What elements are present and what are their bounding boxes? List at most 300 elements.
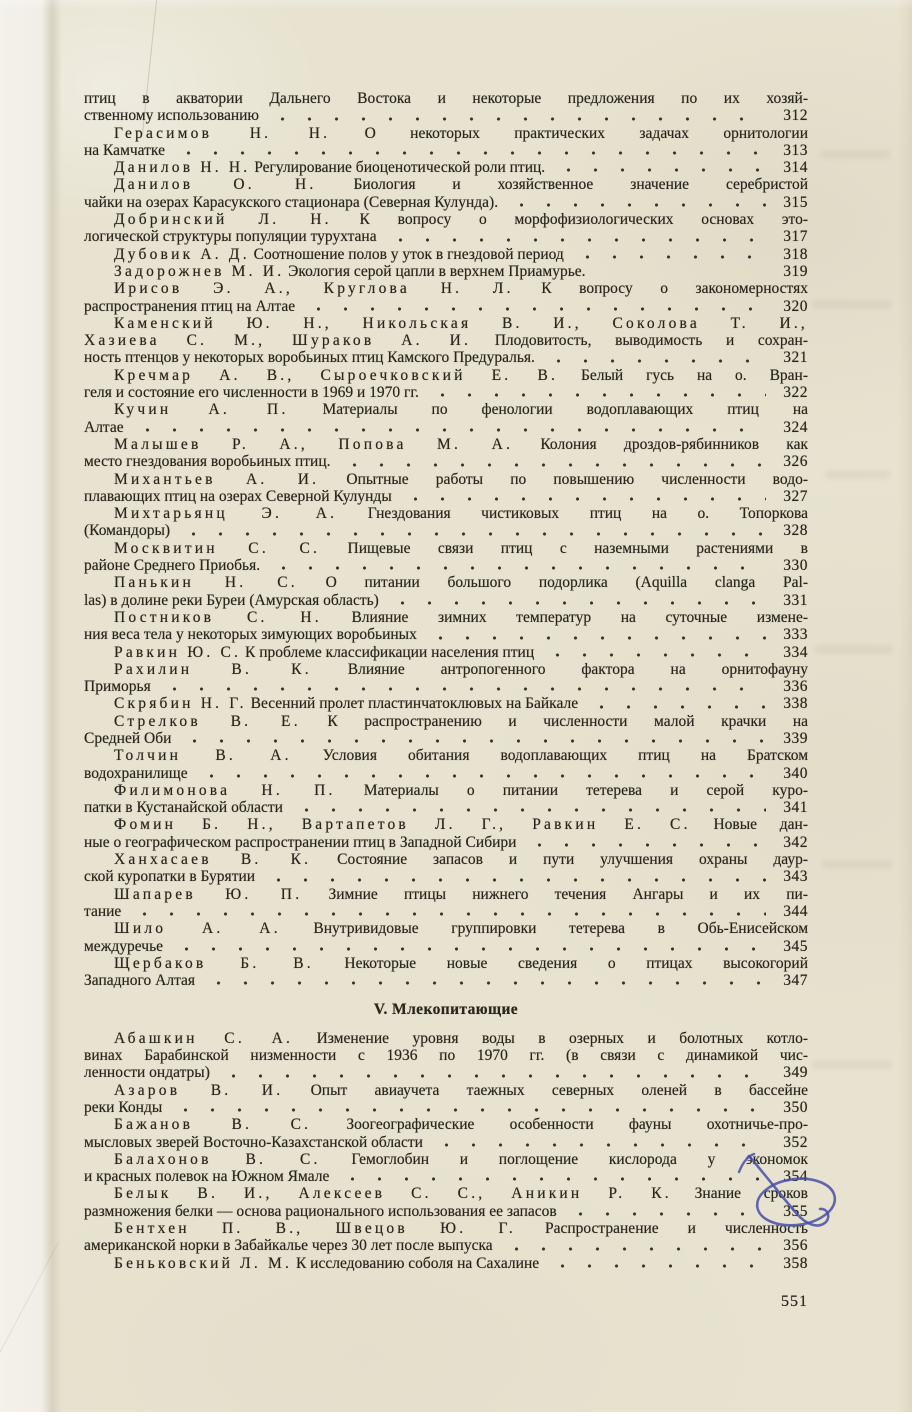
toc-entry	[84, 644, 808, 661]
toc-line-text	[84, 107, 259, 124]
dot-leader	[266, 557, 766, 574]
toc-line-text	[84, 1134, 423, 1151]
entry-author: Толчин В. А.	[114, 747, 292, 765]
page-number: 322	[783, 384, 808, 402]
entry-title: логической структуры популяции турухтана	[84, 228, 377, 246]
dot-leader	[177, 730, 766, 747]
toc-line	[84, 125, 808, 142]
toc-line	[84, 1237, 808, 1254]
toc-line	[84, 782, 808, 799]
entry-title: Пищевые связи птиц с наземными растениями в	[347, 539, 808, 557]
page-number: 327	[783, 487, 808, 505]
toc-line-text	[114, 540, 808, 557]
toc-entry	[84, 816, 808, 851]
entry-title: О некоторых практических задачах орнитологии	[364, 124, 809, 142]
toc-line	[84, 955, 808, 972]
toc-line	[84, 176, 808, 193]
toc-line-text	[114, 125, 808, 142]
entry-author: Хазиева С. М., Шураков А. И.	[84, 332, 472, 350]
toc-line-text	[84, 419, 124, 436]
entry-title: плавающих птиц на озерах Северной Кулунды	[84, 487, 392, 505]
page-number: 317	[783, 228, 808, 246]
page-number: 315	[783, 193, 808, 211]
toc-line	[84, 695, 808, 712]
entry-title: К вопросу о закономерностях	[541, 280, 808, 298]
toc-line	[84, 401, 808, 418]
toc-line-text	[114, 574, 808, 591]
toc-line	[84, 1064, 808, 1081]
entry-author: Белык В. И., Алексеев С. С., Аникин Р. К.	[114, 1185, 672, 1203]
toc-entry	[84, 471, 808, 506]
toc-line-text	[114, 436, 808, 453]
toc-line	[84, 522, 808, 539]
toc-line	[84, 298, 808, 315]
entry-author: Балахонов В. С.	[114, 1150, 321, 1168]
entry-author: Данилов О. Н.	[114, 176, 317, 194]
dot-leader	[425, 384, 766, 401]
toc-line	[84, 315, 808, 332]
entry-title: Зоогеографические особенности фауны охотничье-про-	[346, 1116, 808, 1134]
toc-line	[84, 1047, 808, 1064]
toc-line	[84, 574, 808, 591]
toc-entry	[84, 886, 808, 921]
toc-line	[84, 1082, 808, 1099]
page-number: 341	[783, 799, 808, 817]
entry-title: К вопросу о морфофизиологических основах это-	[359, 211, 808, 229]
entry-title: Плодовитость, выводимость и сохран-	[494, 332, 808, 350]
toc-entry	[84, 401, 808, 436]
page-number: 339	[783, 729, 808, 747]
toc-line-text	[114, 747, 808, 764]
dot-leader	[429, 1134, 766, 1151]
entry-title: Гемоглобин и поглощение кислорода у экономок	[351, 1150, 809, 1168]
page-number: 344	[783, 902, 808, 920]
toc-line-text	[114, 211, 808, 228]
toc-line	[84, 1203, 808, 1220]
entry-author: Бажанов В. С.	[114, 1116, 312, 1134]
entry-title: Гнездования чистиковых птиц на о. Топоркова	[367, 505, 809, 523]
entry-title: распространения птиц на Алтае	[84, 297, 296, 315]
toc-line	[84, 747, 808, 764]
entry-title: Средней Оби	[84, 729, 172, 747]
entry-title: и красных полевок на Южном Ямале	[84, 1168, 330, 1186]
page-number: 324	[783, 418, 808, 436]
entry-title: Алтае	[84, 418, 124, 436]
entry-title: Влияние антропогенного фактора на орнитофауну	[347, 660, 808, 678]
toc-line-text	[114, 782, 808, 799]
dot-leader	[504, 194, 766, 211]
entry-author: Кречмар А. В., Сыроечковский Е. В.	[114, 366, 559, 384]
toc-entry	[84, 713, 808, 748]
entry-author: Рахилин В. К.	[114, 660, 312, 678]
entry-title: Распространение и численность	[544, 1220, 808, 1237]
dot-leader	[563, 1203, 766, 1220]
toc-line	[84, 246, 808, 263]
entry-author: Москвитин С. С.	[114, 539, 321, 557]
dot-leader	[289, 799, 766, 816]
entry-author: Шапарев Ю. П.	[114, 885, 303, 903]
toc-line-text	[84, 1203, 557, 1220]
entry-title: las) в долине реки Буреи (Амурская область)	[84, 591, 379, 609]
bleed-through-artifact	[812, 1060, 892, 1069]
toc-line-text	[114, 1116, 808, 1133]
entry-title: Соотношение полов у уток в гнездовой период	[253, 245, 564, 263]
toc-line	[84, 349, 808, 366]
bleed-through-artifact	[822, 860, 892, 869]
bleed-through-artifact	[825, 470, 890, 479]
toc-line-text	[84, 228, 377, 245]
bleed-through-artifact	[812, 300, 892, 309]
dot-leader	[169, 938, 766, 955]
toc-line-text	[114, 1151, 808, 1168]
toc-entry	[84, 280, 808, 315]
toc-line	[84, 765, 808, 782]
toc-line-text	[84, 938, 163, 955]
entry-title: геля и состояние его численности в 1969 и 1970 гг.	[84, 384, 419, 402]
toc-line	[84, 661, 808, 678]
toc-line-text	[84, 834, 516, 851]
toc-entry	[84, 1255, 808, 1272]
toc-line	[84, 1151, 808, 1168]
toc-line-text	[84, 903, 121, 920]
entry-title: размножения белки — основа рационального использования ее запасов	[84, 1202, 557, 1220]
toc-line-text	[84, 1047, 808, 1064]
toc-line-text	[114, 263, 586, 280]
toc-entry	[84, 505, 808, 540]
toc-entry	[84, 574, 808, 609]
toc-entry	[84, 1082, 808, 1117]
toc-line	[84, 799, 808, 816]
page-number: 334	[783, 643, 808, 661]
toc-line	[84, 228, 808, 245]
toc-line-text	[84, 1064, 210, 1081]
toc-line	[84, 592, 808, 609]
toc-line	[84, 263, 808, 280]
toc-entry	[84, 540, 808, 575]
toc-entry	[84, 1151, 808, 1186]
entry-title: Изменение уровня воды в озерных и болотных котло-	[316, 1029, 808, 1047]
page-number: 355	[783, 1202, 808, 1220]
toc-line	[84, 1185, 808, 1202]
entry-author: Герасимов Н. Н.	[114, 124, 331, 142]
entry-title: винах Барабинской низменности с 1936 по 1970 гг. (в связи с динамикой чис-	[84, 1047, 808, 1065]
toc-line-text	[114, 816, 808, 833]
toc-line-text	[84, 298, 295, 315]
toc-line-text	[84, 384, 419, 401]
entry-title: Колония дроздов-рябинников как	[540, 435, 809, 453]
toc-line-text	[114, 367, 808, 384]
dot-leader	[157, 678, 766, 695]
toc-line-text	[114, 851, 808, 868]
toc-line	[84, 505, 808, 522]
entry-title: патки в Кустанайской области	[84, 799, 283, 817]
page-number: 354	[783, 1168, 808, 1186]
entry-author: Малышев Р. А., Попова М. А.	[114, 435, 514, 453]
entry-title: Новые дан-	[713, 816, 809, 834]
toc-line-text	[114, 661, 808, 678]
toc-line-text	[84, 488, 392, 505]
entry-author: Бентхен П. В., Швецов Ю. Г.	[114, 1220, 516, 1237]
entry-title: К проблеме классификации населения птиц	[244, 643, 535, 661]
toc-line	[84, 1134, 808, 1151]
entry-author: Михтарьянц Э. А.	[114, 505, 338, 523]
toc-line	[84, 938, 808, 955]
entry-title: чайки на озерах Карасукского стационара (Северная Кулунда).	[84, 193, 499, 211]
entry-title: К исследованию соболя на Сахалине	[295, 1254, 540, 1272]
entry-title: тание	[84, 902, 122, 920]
toc-entry	[84, 920, 808, 955]
page-number: 356	[783, 1237, 808, 1255]
toc-line	[84, 713, 808, 730]
toc-line-text	[114, 1220, 808, 1237]
toc-line-text	[114, 644, 534, 661]
dot-leader	[499, 1237, 766, 1254]
page-number: 350	[783, 1098, 808, 1116]
toc-line	[84, 488, 808, 505]
entry-title: место гнездования воробьиных птиц.	[84, 453, 331, 471]
toc-entry	[84, 436, 808, 471]
entry-title: Опытные работы по повышению численности водо-	[346, 470, 808, 488]
toc-line	[84, 471, 808, 488]
toc-line-text	[84, 349, 535, 366]
dot-leader	[592, 263, 766, 280]
dot-leader	[261, 868, 766, 885]
toc-line-text	[84, 765, 188, 782]
page-number: 333	[783, 626, 808, 644]
toc-line-text	[114, 713, 808, 730]
toc-line-text	[114, 315, 808, 332]
entry-author: Дубовик А. Д.	[114, 245, 250, 263]
toc-line	[84, 920, 808, 937]
dot-leader	[176, 522, 766, 539]
toc-line-text	[114, 695, 578, 712]
entry-title: К распространению и численности малой крачки на	[327, 712, 809, 730]
toc-line	[84, 142, 808, 159]
page-number: 313	[783, 141, 808, 159]
toc-line	[84, 903, 808, 920]
entry-title: ственному использованию	[84, 107, 260, 125]
toc-line-text	[114, 955, 808, 972]
toc-line-text	[114, 246, 564, 263]
dot-leader	[522, 834, 766, 851]
entry-author: Ирисов Э. А., Круглова Н. Л.	[114, 280, 514, 298]
toc-entry	[84, 955, 808, 990]
entry-title: реки Конды	[84, 1098, 163, 1116]
entry-title: ния веса тела у некоторых зимующих воробьиных	[84, 626, 417, 644]
entry-author: Добринский Л. Н.	[114, 211, 332, 229]
toc-entry	[84, 747, 808, 782]
page-number: 319	[783, 262, 808, 280]
toc-entry	[84, 263, 808, 280]
entry-title: на Камчатке	[84, 141, 165, 159]
toc-line-text	[84, 730, 171, 747]
toc-line-text	[84, 1168, 329, 1185]
entry-author: Щербаков Б. В.	[114, 954, 314, 972]
entry-title: Знание сроков	[694, 1185, 808, 1203]
entry-title: Западного Алтая	[84, 972, 196, 990]
toc-line	[84, 90, 808, 107]
entry-title: Опыт авиаучета таежных северных оленей в бассейне	[310, 1081, 809, 1099]
toc-line-text	[84, 142, 165, 159]
toc-line	[84, 1255, 808, 1272]
page-number: 358	[783, 1254, 808, 1272]
toc-line	[84, 159, 808, 176]
entry-author: Равкин Ю. С.	[114, 643, 242, 661]
dot-leader	[201, 972, 766, 989]
toc-line-text	[114, 505, 808, 522]
toc-line	[84, 367, 808, 384]
page-number: 318	[783, 245, 808, 263]
entry-title: междуречье	[84, 937, 164, 955]
toc-entry	[84, 1220, 808, 1255]
dot-leader	[168, 1099, 766, 1116]
dot-leader	[584, 695, 766, 712]
entry-title: ской куропатки в Бурятии	[84, 868, 256, 886]
entry-author: Ханхасаев В. К.	[114, 851, 312, 869]
bleed-through-artifact	[815, 645, 893, 654]
entry-title: Регулирование биоценотической роли птиц.	[254, 159, 546, 177]
toc-line	[84, 280, 808, 297]
entry-author: Азаров В. И.	[114, 1081, 284, 1099]
page-number: 340	[783, 764, 808, 782]
entry-title: Некоторые новые сведения о птицах высокогорий	[344, 954, 808, 972]
toc-line	[84, 609, 808, 626]
toc-entry	[84, 851, 808, 886]
entry-author: Панькин Н. С.	[114, 574, 298, 592]
entry-author: Стрелков В. Е.	[114, 712, 301, 730]
page-number: 336	[783, 678, 808, 696]
page-number: 314	[783, 159, 808, 177]
toc-entry	[84, 1116, 808, 1151]
toc-line-text	[114, 280, 808, 297]
entry-title: ность птенцов у некоторых воробьиных птиц Камского Предуралья.	[84, 349, 535, 367]
dot-leader	[194, 765, 766, 782]
toc-line-text	[114, 920, 808, 937]
page-number: 328	[783, 522, 808, 540]
toc-line	[84, 332, 808, 349]
toc-line-text	[84, 90, 808, 107]
dot-leader	[551, 159, 766, 176]
toc-line-text	[84, 868, 255, 885]
entry-author: Беньковский Л. М.	[114, 1254, 293, 1272]
toc-line-text	[84, 522, 170, 539]
page-number: 352	[783, 1133, 808, 1151]
entry-title: районе Среднего Приобья.	[84, 557, 261, 575]
toc-line	[84, 1099, 808, 1116]
entry-title: ные о географическом распространении птиц в Западной Сибири	[84, 833, 517, 851]
entry-author: Данилов Н. Н.	[114, 159, 251, 177]
entry-author: Шило А. А.	[114, 920, 281, 938]
toc-line-text	[84, 453, 331, 470]
toc-line-text	[84, 332, 808, 349]
toc-line	[84, 834, 808, 851]
toc-line-text	[114, 609, 808, 626]
toc-entry	[84, 125, 808, 160]
toc-line	[84, 886, 808, 903]
page-number: 320	[783, 297, 808, 315]
toc-line	[84, 868, 808, 885]
toc-line-text	[84, 1099, 162, 1116]
dot-leader	[540, 644, 766, 661]
toc-entry	[84, 367, 808, 402]
page-number: 342	[783, 833, 808, 851]
toc-line	[84, 194, 808, 211]
page-number: 330	[783, 557, 808, 575]
toc-line-text	[84, 799, 283, 816]
dot-leader	[216, 1064, 766, 1081]
toc-entry	[84, 695, 808, 712]
section-header: V. Млекопитающие	[373, 1001, 519, 1019]
bleed-through-artifact	[820, 150, 890, 159]
toc-line	[84, 678, 808, 695]
toc-line-text	[84, 1237, 493, 1254]
entry-title: мысловых зверей Восточно-Казахстанской области	[84, 1133, 423, 1151]
toc-line-text	[114, 1082, 808, 1099]
toc-entry	[84, 782, 808, 817]
toc-line-text	[114, 159, 545, 176]
entry-title: Биология и хозяйственное значение серебристой	[353, 176, 808, 194]
entry-title: американской норки в Забайкалье через 30 лет после выпуска	[84, 1237, 493, 1255]
toc-line	[84, 107, 808, 124]
dot-leader	[383, 228, 766, 245]
toc-line	[84, 816, 808, 833]
toc-line	[84, 972, 808, 989]
toc-line-text	[114, 401, 808, 418]
entry-title: Весенний пролет пластинчатоклювых на Байкале	[250, 695, 579, 713]
page-number: 338	[783, 695, 808, 713]
toc-line-text	[84, 972, 195, 989]
dot-leader	[127, 903, 766, 920]
entry-title: Белый гусь на о. Вран-	[580, 366, 808, 384]
toc	[84, 90, 808, 1272]
toc-line	[84, 1168, 808, 1185]
paper-crease-bottom-left	[0, 1242, 59, 1419]
dot-leader	[301, 298, 766, 315]
page-number: 345	[783, 937, 808, 955]
toc-line	[84, 453, 808, 470]
toc-line	[84, 540, 808, 557]
toc-line	[84, 557, 808, 574]
toc-line-text	[114, 1030, 808, 1047]
toc-line-text	[114, 176, 808, 193]
toc-line-text	[114, 1185, 808, 1202]
toc-entry	[84, 159, 808, 176]
entry-author: Постников С. Н.	[114, 608, 322, 626]
toc-line	[84, 851, 808, 868]
page-number: 326	[783, 453, 808, 471]
toc-line	[84, 384, 808, 401]
toc-line	[84, 436, 808, 453]
dot-leader	[423, 626, 766, 643]
entry-title: ленности ондатры)	[84, 1064, 210, 1082]
toc-line	[84, 419, 808, 436]
entry-title: птиц в акватории Дальнего Востока и некоторые предложения по их хозяй-	[84, 90, 808, 107]
entry-title: Приморья	[84, 678, 151, 696]
entry-title: Экология серой цапли в верхнем Приамурье.	[288, 262, 586, 280]
dot-leader	[398, 488, 766, 505]
toc-entry	[84, 1185, 808, 1220]
toc-line	[84, 211, 808, 228]
page-number: 331	[783, 591, 808, 609]
page-number: 349	[783, 1064, 808, 1082]
toc-entry	[84, 661, 808, 696]
entry-author: Абашкин С. А.	[114, 1029, 294, 1047]
toc-entry	[84, 609, 808, 644]
entry-author: Задорожнев М. И.	[114, 262, 285, 280]
page-number: 312	[783, 107, 808, 125]
toc-line	[84, 1116, 808, 1133]
entry-title: Материалы по фенологии водоплавающих птиц на	[322, 401, 809, 419]
